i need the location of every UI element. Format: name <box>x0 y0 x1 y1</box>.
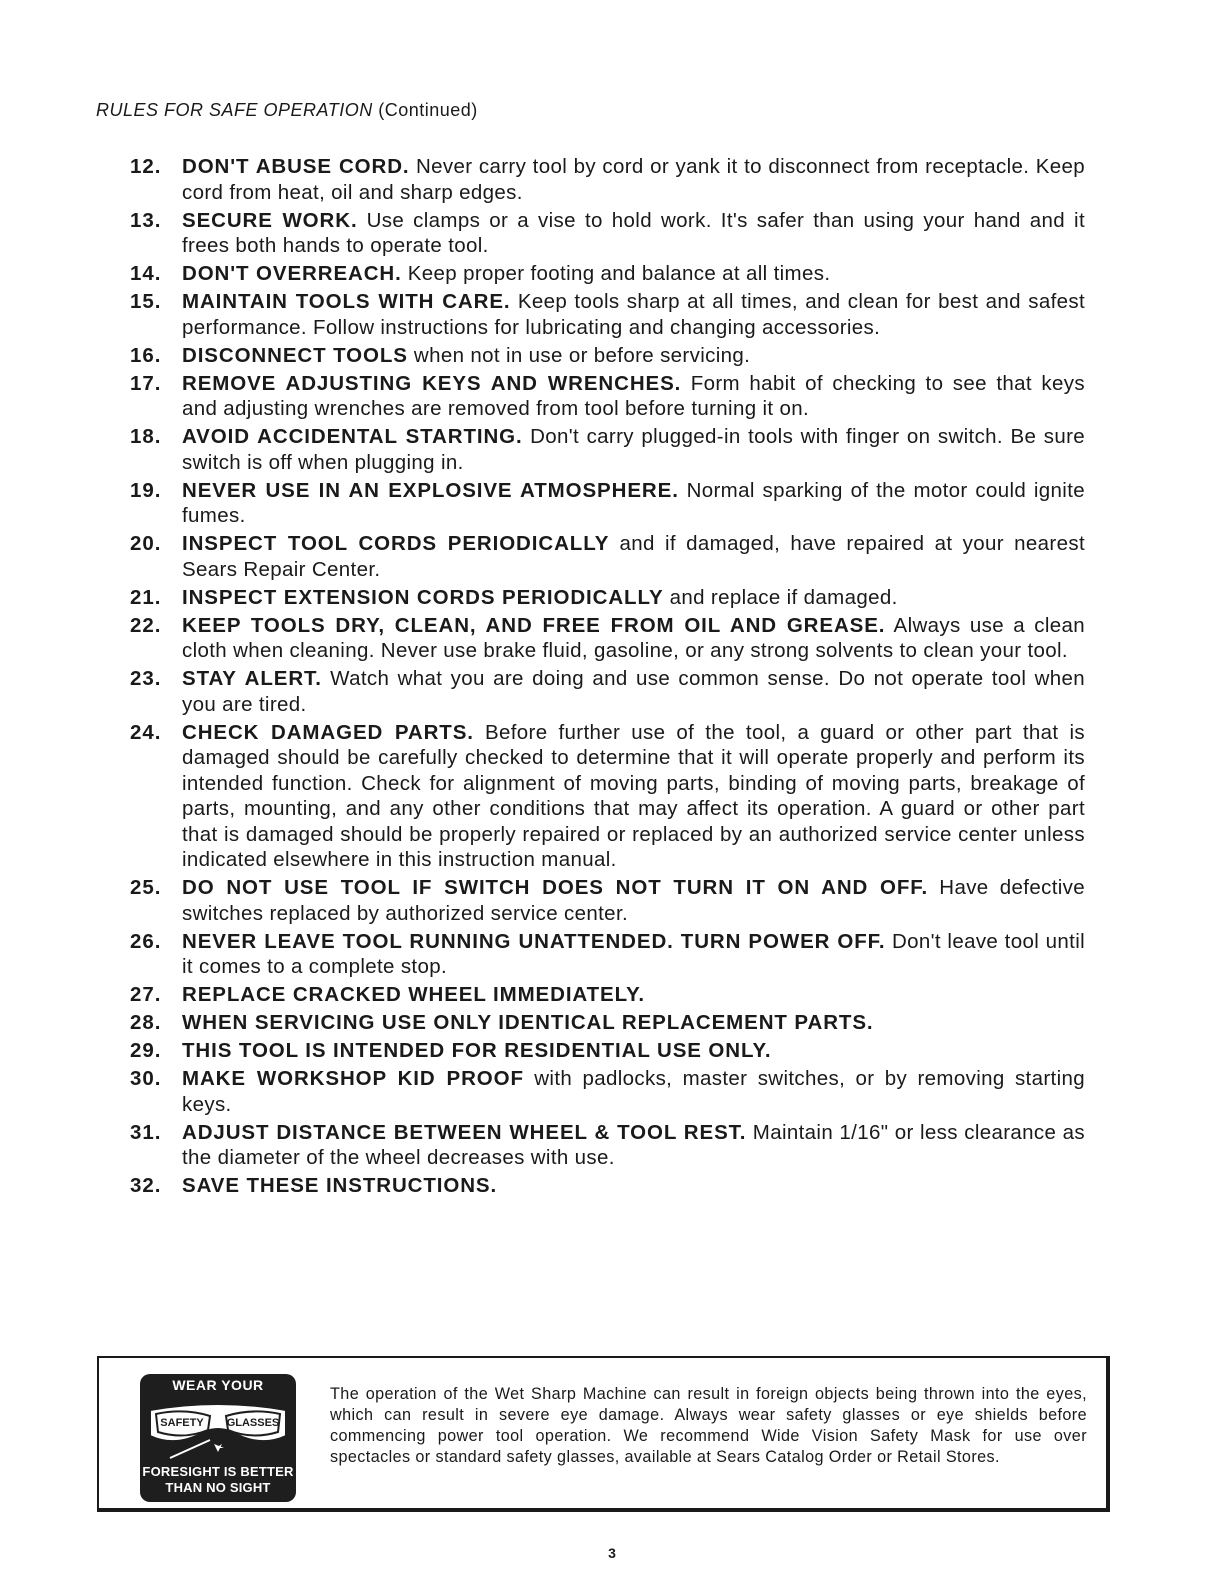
rule-text: Watch what you are doing and use common sense. Do not operate tool when you are tired. <box>182 667 1085 716</box>
safety-notice-text: The operation of the Wet Sharp Machine can result in foreign objects being thrown into the eyes, which can result in severe eye damage. Always wear safety glasses or eye shields before commencing power tool operation. We recommend Wide Vision Safety Mask for use over spectacles or standard safety glasses, available at Sears Catalog Order or Retail Stores. <box>330 1385 1087 1466</box>
rule-item <box>130 371 1085 422</box>
rule-text: when not in use or before servicing. <box>413 343 751 367</box>
rule-title: STAY ALERT. <box>182 667 322 690</box>
badge-bottom-line2: THAN NO SIGHT <box>165 1480 271 1495</box>
badge-right-lens-text: GLASSES <box>226 1417 280 1429</box>
rule-number: 26. <box>130 929 162 953</box>
rule-text: and if damaged, have repaired at your nearest Sears Repair Center. <box>182 532 1085 581</box>
rule-title: ADJUST DISTANCE BETWEEN WHEEL & TOOL REST. <box>182 1120 747 1144</box>
rule-item <box>130 1120 1085 1171</box>
rule-number: 32. <box>130 1174 162 1197</box>
rule-item <box>130 585 1085 611</box>
rule-text: Never carry tool by cord or yank it to disconnect from receptacle. Keep cord from heat, oil and sharp edges. <box>182 155 1086 204</box>
rule-number: 15. <box>130 290 162 313</box>
rule-item <box>130 289 1085 340</box>
rule-number: 27. <box>130 983 162 1006</box>
rule-title: DON'T OVERREACH. <box>182 262 402 285</box>
rule-title: MAINTAIN TOOLS WITH CARE. <box>182 290 511 313</box>
rule-number: 13. <box>130 208 162 232</box>
safety-notice-box <box>97 1356 1110 1512</box>
rule-text: Have defective switches replaced by authorized service center. <box>182 876 1085 925</box>
rule-title: DO NOT USE TOOL IF SWITCH DOES NOT TURN IT ON AND OFF. <box>182 876 929 899</box>
rule-title: SECURE WORK. <box>182 208 358 232</box>
rule-number: 30. <box>130 1067 162 1090</box>
rule-item <box>130 261 1085 287</box>
rule-text: Don't carry plugged-in tools with finger on switch. Be sure switch is off when plugging in. <box>182 425 1086 474</box>
rule-item <box>130 343 1085 369</box>
safety-goggles-icon <box>140 1396 296 1464</box>
rule-text: Normal sparking of the motor could ignite fumes. <box>182 478 1085 527</box>
rule-title: AVOID ACCIDENTAL STARTING. <box>182 425 523 448</box>
section-continued: (Continued) <box>378 100 478 120</box>
rule-number: 21. <box>130 585 162 609</box>
rule-number: 24. <box>130 720 162 744</box>
rule-item <box>130 1010 1085 1036</box>
rule-number: 17. <box>130 371 162 395</box>
rule-title: REPLACE CRACKED WHEEL IMMEDIATELY. <box>182 983 646 1006</box>
rule-item <box>130 613 1085 664</box>
section-title: RULES FOR SAFE OPERATION <box>96 100 373 120</box>
rule-text: and replace if damaged. <box>669 585 898 609</box>
rule-item <box>130 424 1085 475</box>
rule-title: KEEP TOOLS DRY, CLEAN, AND FREE FROM OIL AND GREASE. <box>182 613 886 637</box>
rule-item <box>130 1173 1085 1199</box>
rule-text: Always use a clean cloth when cleaning. Never use brake fluid, gasoline, or any strong solvents to clean your tool. <box>182 613 1085 662</box>
rule-number: 22. <box>130 613 162 637</box>
rule-text: Form habit of checking to see that keys and adjusting wrenches are removed from tool before turning it on. <box>182 371 1085 420</box>
safety-glasses-badge <box>140 1374 296 1502</box>
rule-text: Keep tools sharp at all times, and clean for best and safest performance. Follow instructions for lubricating and changing accessories. <box>182 290 1086 339</box>
rule-item <box>130 208 1085 259</box>
rule-number: 31. <box>130 1120 162 1144</box>
rule-title: NEVER LEAVE TOOL RUNNING UNATTENDED. TURN POWER OFF. <box>182 929 886 953</box>
rule-text: Maintain 1/16" or less clearance as the diameter of the wheel decreases with use. <box>182 1120 1085 1169</box>
badge-left-lens-text: SAFETY <box>160 1417 204 1429</box>
rule-title: DISCONNECT TOOLS <box>182 343 408 367</box>
badge-bottom-line1: FORESIGHT IS BETTER <box>142 1464 294 1479</box>
rule-item <box>130 875 1085 926</box>
rule-text: Keep proper footing and balance at all times. <box>407 262 831 285</box>
rule-title: THIS TOOL IS INTENDED FOR RESIDENTIAL USE ONLY. <box>182 1039 772 1062</box>
rule-item <box>130 982 1085 1008</box>
rule-title: DON'T ABUSE CORD. <box>182 155 410 178</box>
rule-title: NEVER USE IN AN EXPLOSIVE ATMOSPHERE. <box>182 478 679 502</box>
badge-bottom-text <box>140 1464 296 1496</box>
rule-number: 19. <box>130 478 162 502</box>
rule-item <box>130 478 1085 529</box>
rule-number: 25. <box>130 876 162 899</box>
rule-title: INSPECT EXTENSION CORDS PERIODICALLY <box>182 585 664 609</box>
rule-number: 20. <box>130 532 162 555</box>
rule-title: INSPECT TOOL CORDS PERIODICALLY <box>182 532 610 555</box>
rule-number: 28. <box>130 1011 162 1034</box>
rule-title: MAKE WORKSHOP KID PROOF <box>182 1067 524 1090</box>
page-number: 3 <box>608 1545 616 1561</box>
badge-top-text: WEAR YOUR <box>172 1377 264 1393</box>
rule-number: 23. <box>130 667 162 690</box>
rule-item <box>130 720 1085 873</box>
rule-item <box>130 929 1085 980</box>
rule-title: REMOVE ADJUSTING KEYS AND WRENCHES. <box>182 371 682 395</box>
rule-title: SAVE THESE INSTRUCTIONS. <box>182 1174 498 1197</box>
rule-number: 16. <box>130 343 162 367</box>
rule-number: 29. <box>130 1039 162 1062</box>
rule-number: 12. <box>130 155 162 178</box>
rule-item <box>130 1038 1085 1064</box>
rule-number: 14. <box>130 262 162 285</box>
rule-item <box>130 154 1085 205</box>
rule-text: Use clamps or a vise to hold work. It's safer than using your hand and it frees both hands to operate tool. <box>182 208 1086 257</box>
rule-item <box>130 1066 1085 1117</box>
rule-text: Don't leave tool until it comes to a complete stop. <box>182 929 1086 978</box>
rule-item <box>130 666 1085 717</box>
rule-title: CHECK DAMAGED PARTS. <box>182 720 474 744</box>
rule-text: with padlocks, master switches, or by removing starting keys. <box>182 1067 1085 1116</box>
rule-text: Before further use of the tool, a guard or other part that is damaged should be carefully checked to determine that it will operate properly and perform its intended function. Check for alignment of moving parts, binding of moving parts, breakage of parts, mounting, and any other conditions that may affect its operation. A guard or other part that is damaged should be properly repaired or replaced by an authorized service center unless indicated elsewhere in this instruction manual. <box>182 720 1085 871</box>
rules-list <box>130 154 1085 1201</box>
rule-title: WHEN SERVICING USE ONLY IDENTICAL REPLACEMENT PARTS. <box>182 1011 874 1034</box>
section-header <box>96 100 478 121</box>
rule-number: 18. <box>130 425 162 448</box>
rule-item <box>130 531 1085 582</box>
